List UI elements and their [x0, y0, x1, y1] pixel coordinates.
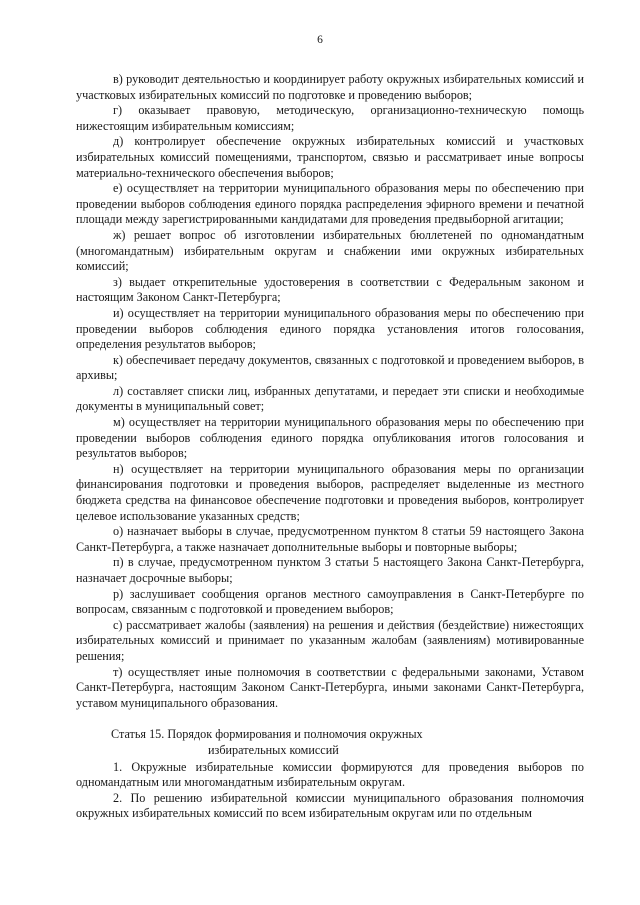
- list-item-n: н) осуществляет на территории муниципального образования меры по организации финансирования подготовки и проведения выборов, распределяет выделенные из местного бюджета средства на финансовое обеспечение подготовки и проведения выборов, контролирует целевое использование указанных средств;: [76, 461, 584, 523]
- list-item-z: з) выдает открепительные удостоверения в соответствии с Федеральным законом и настоящим Законом Санкт-Петербурга;: [76, 274, 584, 305]
- list-item-o: о) назначает выборы в случае, предусмотренном пунктом 8 статьи 59 настоящего Закона Санкт-Петербурга, а также назначает дополнительные выборы и повторные выборы;: [76, 524, 584, 554]
- list-item-d: д) контролирует обеспечение окружных избирательных комиссий и участковых избирательных комиссий помещениями, транспортом, связью и рассматривает иные вопросы материально-технического обеспечения выборов;: [76, 134, 584, 180]
- article-heading: [76, 727, 584, 758]
- article-heading-line2: избирательных комиссий: [208, 742, 339, 757]
- article-paragraph-2: 2. По решению избирательной комиссии муниципального образования полномочия окружных избирательных комиссий по всем избирательным округам или по отдельным: [76, 790, 584, 821]
- list-item-e: е) осуществляет на территории муниципального образования меры по обеспечению при проведении выборов соблюдения единого порядка распределения эфирного времени и печатной площади между зарегистрированными кандидатами для проведения предвыборной агитации;: [76, 181, 584, 227]
- list-item-l: л) составляет списки лиц, избранных депутатами, и передает эти списки и необходимые документы в муниципальный совет;: [76, 383, 584, 414]
- list-item-p: п) в случае, предусмотренном пунктом 3 статьи 5 настоящего Закона Санкт-Петербурга, назначает досрочные выборы;: [76, 555, 584, 585]
- list-item-k: к) обеспечивает передачу документов, связанных с подготовкой и проведением выборов, в архивы;: [76, 352, 584, 383]
- list-item-t: т) осуществляет иные полномочия в соответствии с федеральными законами, Уставом Санкт-Петербурга, настоящим Законом Санкт-Петербурга, иными законами Санкт-Петербурга, уставом муниципального образования.: [76, 664, 584, 710]
- article-heading-line1: Статья 15. Порядок формирования и полномочия окружных: [111, 727, 423, 742]
- list-item-s: с) рассматривает жалобы (заявления) на решения и действия (бездействие) нижестоящих избирательных комиссий и принимает по указанным жалобам (заявлениям) мотивированные решения;: [76, 617, 584, 663]
- article-paragraph-1: 1. Окружные избирательные комиссии формируются для проведения выборов по одномандатным или многомандатным избирательным округам.: [76, 759, 584, 790]
- list-item-i: и) осуществляет на территории муниципального образования меры по обеспечению при проведении выборов соблюдения единого порядка установления итогов голосования, определения результатов выборов;: [76, 305, 584, 352]
- list-item-v: в) руководит деятельностью и координирует работу окружных избирательных комиссий и участковых избирательных комиссий по подготовке и проведению выборов;: [76, 72, 584, 102]
- document-body: [76, 72, 584, 822]
- list-item-r: р) заслушивает сообщения органов местного самоуправления в Санкт-Петербурге по вопросам, связанным с подготовкой и проведением выборов;: [76, 586, 584, 617]
- list-item-m: м) осуществляет на территории муниципального образования меры по обеспечению при проведении выборов соблюдения единого порядка опубликования итогов голосования и результатов выборов;: [76, 415, 584, 461]
- list-item-zh: ж) решает вопрос об изготовлении избирательных бюллетеней по одномандатным (многомандатным) избирательным округам и снабжении ими окружных избирательных комиссий;: [76, 227, 584, 274]
- page-number: 6: [317, 34, 323, 46]
- list-item-g: г) оказывает правовую, методическую, организационно-техническую помощь нижестоящим избирательным комиссиям;: [76, 103, 584, 133]
